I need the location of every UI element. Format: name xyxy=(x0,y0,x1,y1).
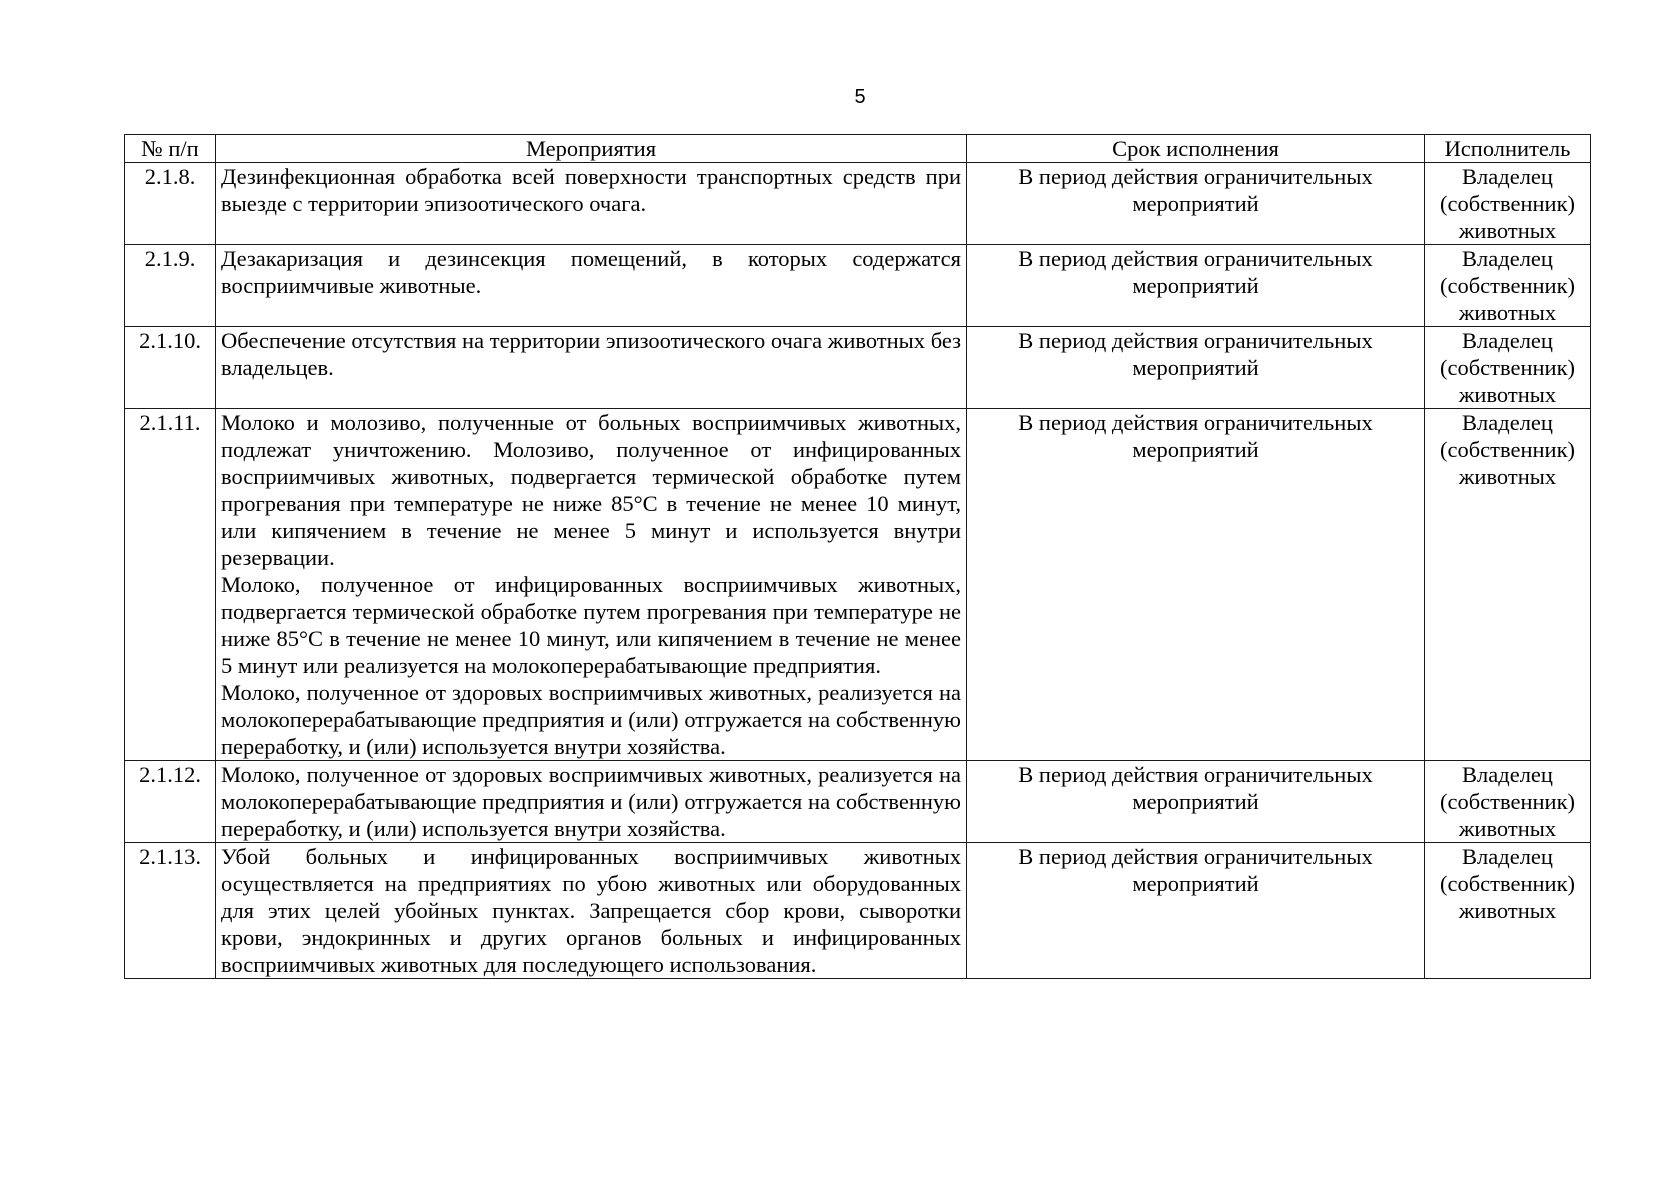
row-number: 2.1.9. xyxy=(125,245,216,327)
row-activity xyxy=(216,327,967,409)
header-activity: Мероприятия xyxy=(216,135,967,163)
row-executor: Владелец (собственник) животных xyxy=(1425,761,1591,843)
row-term: В период действия ограничительных мероприятий xyxy=(967,245,1425,327)
row-term: В период действия ограничительных мероприятий xyxy=(967,843,1425,979)
activity-paragraph: Молоко, полученное от инфицированных восприимчивых животных, подвергается термической обработке путем прогревания при температуре не ниже 85°С в течение не менее 10 минут, или кипячением в течение не менее 5 минут или реализуется на молокоперерабатывающие предприятия. xyxy=(221,572,961,678)
row-executor: Владелец (собственник) животных xyxy=(1425,843,1591,979)
activities-table xyxy=(124,134,1591,979)
row-activity xyxy=(216,843,967,979)
row-executor: Владелец (собственник) животных xyxy=(1425,163,1591,245)
row-term: В период действия ограничительных мероприятий xyxy=(967,409,1425,761)
row-number: 2.1.12. xyxy=(125,761,216,843)
activity-paragraph: Молоко и молозиво, полученные от больных восприимчивых животных, подлежат уничтожению. Молозиво, полученное от инфицированных восприимчивых животных, подвергается термической обработке путем прогревания при температуре не ниже 85°С в течение не менее 10 минут, или кипячением в течение не менее 5 минут и используется внутри резервации. xyxy=(221,410,961,570)
activity-paragraph: Дезакаризация и дезинсекция помещений, в которых содержатся восприимчивые животные. xyxy=(221,246,961,298)
row-executor: Владелец (собственник) животных xyxy=(1425,327,1591,409)
activity-paragraph: Молоко, полученное от здоровых восприимчивых животных, реализуется на молокоперерабатывающие предприятия и (или) отгружается на собственную переработку, и (или) используется внутри хозяйства. xyxy=(221,762,961,841)
row-executor: Владелец (собственник) животных xyxy=(1425,409,1591,761)
page-number: 5 xyxy=(854,86,866,108)
activity-paragraph: Убой больных и инфицированных восприимчивых животных осуществляется на предприятиях по убою животных или оборудованных для этих целей убойных пунктах. Запрещается сбор крови, сыворотки крови, эндокринных и других органов больных и инфицированных восприимчивых животных для последующего использования. xyxy=(221,844,961,977)
header-number: № п/п xyxy=(125,135,216,163)
row-activity xyxy=(216,245,967,327)
activity-paragraph: Молоко, полученное от здоровых восприимчивых животных, реализуется на молокоперерабатывающие предприятия и (или) отгружается на собственную переработку, и (или) используется внутри хозяйства. xyxy=(221,680,961,759)
header-executor: Исполнитель xyxy=(1425,135,1591,163)
row-number: 2.1.8. xyxy=(125,163,216,245)
table-row xyxy=(125,843,1591,979)
row-term: В период действия ограничительных мероприятий xyxy=(967,163,1425,245)
table-row xyxy=(125,245,1591,327)
row-activity xyxy=(216,409,967,761)
activity-paragraph: Дезинфекционная обработка всей поверхности транспортных средств при выезде с территории эпизоотического очага. xyxy=(221,164,961,216)
table-row xyxy=(125,327,1591,409)
table-header-row xyxy=(125,135,1591,163)
row-term: В период действия ограничительных мероприятий xyxy=(967,761,1425,843)
row-number: 2.1.11. xyxy=(125,409,216,761)
activity-paragraph: Обеспечение отсутствия на территории эпизоотического очага животных без владельцев. xyxy=(221,328,961,380)
row-executor: Владелец (собственник) животных xyxy=(1425,245,1591,327)
table-row xyxy=(125,163,1591,245)
row-number: 2.1.10. xyxy=(125,327,216,409)
row-term: В период действия ограничительных мероприятий xyxy=(967,327,1425,409)
row-activity xyxy=(216,761,967,843)
table-row xyxy=(125,761,1591,843)
row-number: 2.1.13. xyxy=(125,843,216,979)
table-row xyxy=(125,409,1591,761)
header-term: Срок исполнения xyxy=(967,135,1425,163)
row-activity xyxy=(216,163,967,245)
